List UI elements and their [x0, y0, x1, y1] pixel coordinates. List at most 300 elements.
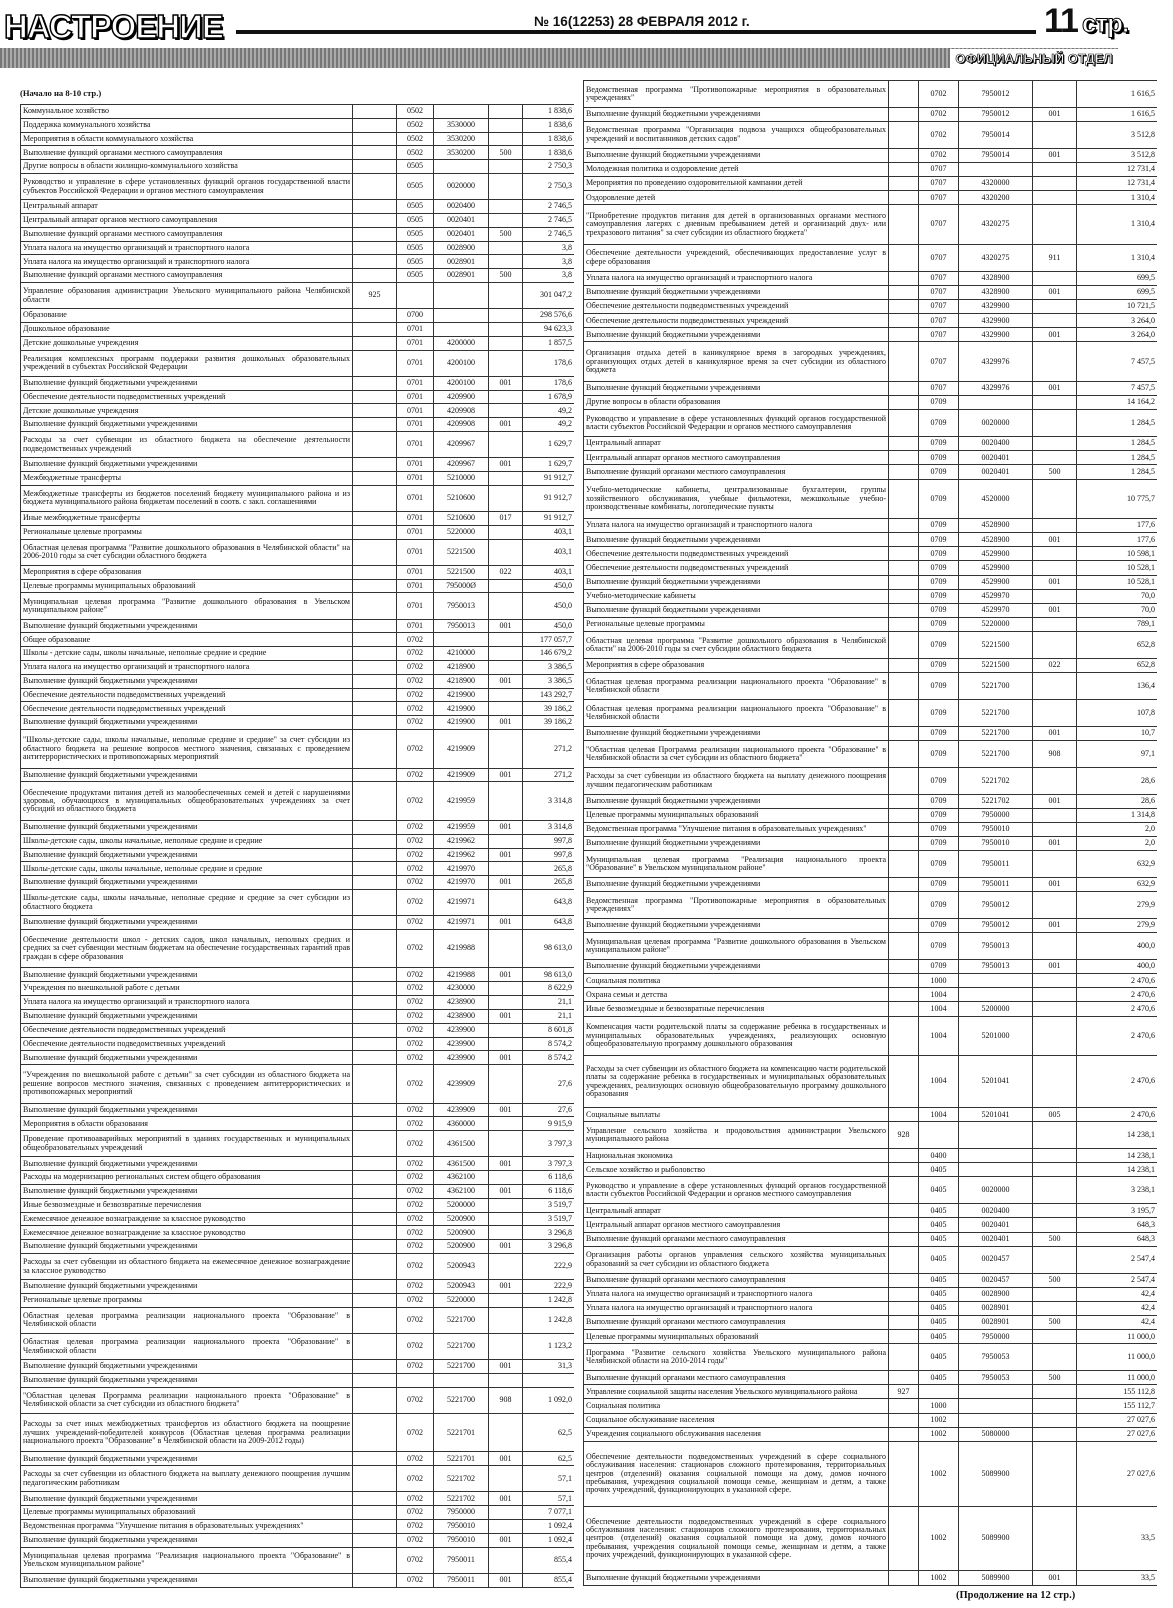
row-dept-code	[889, 575, 919, 589]
row-name: Уплата налога на имущество организаций и транспортного налога	[21, 255, 353, 269]
row-section-code: 0707	[919, 162, 959, 176]
row-dept-code	[353, 1185, 397, 1199]
row-amount: 222,9	[523, 1280, 575, 1294]
row-expense-type	[1033, 673, 1077, 700]
table-row	[584, 1316, 1158, 1330]
continued-note: (Продолжение на 12 стр.)	[956, 1590, 1076, 1601]
row-target-code: 4362100	[434, 1171, 489, 1185]
row-expense-type	[489, 350, 523, 376]
row-target-code: 7950010	[959, 837, 1033, 851]
row-amount: 1 838,6	[523, 132, 575, 146]
row-amount: 648,3	[1077, 1232, 1158, 1246]
row-amount: 2 547,4	[1077, 1273, 1158, 1287]
row-section-code: 0707	[919, 328, 959, 342]
row-section-code: 0505	[397, 241, 434, 255]
table-row	[584, 933, 1158, 960]
row-dept-code	[353, 782, 397, 821]
row-target-code: 4219962	[434, 848, 489, 862]
table-row	[21, 1360, 575, 1374]
row-section-code: 0709	[919, 561, 959, 575]
row-target-code: 5221500	[959, 659, 1033, 673]
table-row	[21, 782, 575, 821]
row-name: Региональные целевые программы	[21, 525, 353, 539]
row-name: Общее образование	[21, 633, 353, 647]
row-dept-code	[889, 741, 919, 768]
row-amount: 3 264,0	[1077, 328, 1158, 342]
row-name: Выполнение функций бюджетными учреждениями	[21, 1374, 353, 1388]
row-dept-code	[889, 1506, 919, 1571]
row-dept-code	[353, 336, 397, 350]
row-dept-code	[889, 1316, 919, 1330]
table-row	[21, 132, 575, 146]
table-row	[584, 1149, 1158, 1163]
row-target-code: 5200943	[434, 1280, 489, 1294]
row-name: Центральный аппарат органов местного самоуправления	[584, 451, 889, 465]
row-dept-code	[889, 314, 919, 328]
row-target-code: 5080000	[959, 1427, 1033, 1441]
row-expense-type	[1033, 437, 1077, 451]
table-row	[584, 1287, 1158, 1301]
row-section-code: 0709	[919, 851, 959, 878]
row-amount: 2 746,5	[523, 200, 575, 214]
row-dept-code	[353, 485, 397, 511]
row-dept-code	[889, 726, 919, 740]
row-dept-code	[889, 1273, 919, 1287]
row-section-code: 0701	[397, 350, 434, 376]
row-amount: 177,6	[1077, 519, 1158, 533]
row-expense-type	[1033, 561, 1077, 575]
row-name: Выполнение функций бюджетными учреждениями	[21, 458, 353, 472]
row-amount: 7 457,5	[1077, 342, 1158, 381]
row-expense-type	[489, 1466, 523, 1492]
row-name: Выполнение функций органами местного самоуправления	[584, 1273, 889, 1287]
row-name: Учреждения социального обслуживания населения	[584, 1427, 889, 1441]
row-section-code: 0709	[919, 822, 959, 836]
row-section-code: 0701	[397, 525, 434, 539]
row-name: Управление социальной защиты населения Увельского муниципального района	[584, 1385, 889, 1399]
row-amount: 3 314,8	[523, 820, 575, 834]
row-name: Выполнение функций бюджетными учреждениями	[21, 876, 353, 890]
row-name: Мероприятия в сфере образования	[21, 565, 353, 579]
row-amount: 70,0	[1077, 589, 1158, 603]
table-row	[21, 1171, 575, 1185]
row-section-code: 0702	[397, 702, 434, 716]
table-row	[21, 227, 575, 241]
row-expense-type: 500	[1033, 1371, 1077, 1385]
row-target-code	[959, 1149, 1033, 1163]
table-row	[21, 916, 575, 930]
row-amount: 57,1	[523, 1466, 575, 1492]
row-target-code: 7950013	[434, 593, 489, 619]
row-target-code	[959, 1399, 1033, 1413]
table-row	[584, 700, 1158, 727]
row-section-code: 0702	[919, 121, 959, 148]
row-name: Обеспечение деятельности подведомственных учреждений	[21, 688, 353, 702]
row-dept-code	[889, 547, 919, 561]
row-dept-code	[889, 451, 919, 465]
row-amount: 997,8	[523, 848, 575, 862]
row-target-code: 7950011	[434, 1573, 489, 1587]
row-amount: 632,9	[1077, 878, 1158, 892]
table-row	[584, 1177, 1158, 1204]
row-name: Компенсация части родительской платы за содержание ребенка в государственных и муниципальных образовательных учреждениях, реализующих основную общеобразовательную программу дошкольного образования	[584, 1016, 889, 1055]
row-expense-type	[1033, 1399, 1077, 1413]
row-section-code: 0702	[397, 1294, 434, 1308]
row-expense-type	[489, 390, 523, 404]
row-target-code: 0028901	[434, 255, 489, 269]
row-target-code	[959, 1122, 1033, 1149]
row-amount: 1 838,6	[523, 105, 575, 119]
row-target-code: 4210000	[434, 647, 489, 661]
row-expense-type	[489, 200, 523, 214]
row-section-code: 0702	[397, 1360, 434, 1374]
row-dept-code	[889, 148, 919, 162]
table-row	[584, 1506, 1158, 1571]
row-target-code: 4320000	[959, 177, 1033, 191]
row-target-code: 4219971	[434, 889, 489, 915]
row-amount: 3 195,7	[1077, 1204, 1158, 1218]
row-expense-type	[1033, 822, 1077, 836]
row-expense-type	[489, 688, 523, 702]
row-expense-type	[489, 485, 523, 511]
row-target-code: 0020401	[434, 214, 489, 228]
row-target-code: 7950011	[959, 851, 1033, 878]
row-name: Выполнение функций органами местного самоуправления	[584, 1232, 889, 1246]
table-row	[21, 350, 575, 376]
row-target-code: 5210000	[434, 472, 489, 486]
row-section-code: 0502	[397, 105, 434, 119]
row-expense-type: 001	[489, 716, 523, 730]
row-amount: 49,2	[523, 418, 575, 432]
row-target-code: 4328900	[959, 285, 1033, 299]
masthead-rule	[236, 30, 1036, 34]
row-section-code: 0702	[397, 1533, 434, 1547]
row-section-code: 0701	[397, 579, 434, 593]
row-dept-code	[889, 1344, 919, 1371]
row-section-code: 0709	[919, 808, 959, 822]
row-section-code: 0702	[397, 688, 434, 702]
row-name: Муниципальная целевая программа "Реализация национального проекта "Образование" в Увельском муниципальном районе"	[21, 1547, 353, 1573]
row-amount: 2 470,6	[1077, 1056, 1158, 1108]
row-section-code: 1002	[919, 1427, 959, 1441]
row-expense-type	[489, 1226, 523, 1240]
row-expense-type	[489, 1307, 523, 1333]
row-name: Муниципальная целевая программа "Развитие дошкольного образования в Увельском муниципальном районе"	[584, 933, 889, 960]
row-amount: 42,4	[1077, 1287, 1158, 1301]
row-dept-code	[353, 1573, 397, 1587]
row-expense-type	[1033, 933, 1077, 960]
row-target-code: 4320275	[959, 205, 1033, 244]
row-name: Мероприятия в области образования	[21, 1117, 353, 1131]
row-expense-type: 001	[1033, 285, 1077, 299]
row-section-code: 0702	[397, 820, 434, 834]
row-amount: 94 623,3	[523, 323, 575, 337]
table-row	[584, 575, 1158, 589]
table-row	[584, 533, 1158, 547]
row-name: Центральный аппарат	[584, 437, 889, 451]
row-target-code: 0028901	[434, 269, 489, 283]
row-expense-type	[1033, 1385, 1077, 1399]
row-name: Выполнение функций бюджетными учреждениями	[584, 960, 889, 974]
row-target-code: 4209900	[434, 390, 489, 404]
row-expense-type: 001	[489, 848, 523, 862]
row-amount: 178,6	[523, 350, 575, 376]
row-target-code: 5221700	[959, 741, 1033, 768]
table-row	[21, 579, 575, 593]
row-section-code: 0701	[397, 432, 434, 458]
row-amount: 10 528,1	[1077, 575, 1158, 589]
table-row	[21, 174, 575, 200]
row-name: Руководство и управление в сфере установленных функций органов государственной власти субъектов Российской Федерации и органов местного самоуправления	[584, 1177, 889, 1204]
row-dept-code	[889, 673, 919, 700]
table-row	[584, 794, 1158, 808]
row-section-code: 0701	[397, 565, 434, 579]
row-amount: 10 721,5	[1077, 300, 1158, 314]
table-row	[584, 1246, 1158, 1273]
row-name: Мероприятия в области коммунального хозяйства	[21, 132, 353, 146]
row-amount: 10,7	[1077, 726, 1158, 740]
row-target-code: 4529970	[959, 589, 1033, 603]
row-amount: 699,5	[1077, 285, 1158, 299]
row-expense-type	[489, 982, 523, 996]
row-section-code: 0702	[397, 848, 434, 862]
row-section-code: 0405	[919, 1177, 959, 1204]
row-amount: 28,6	[1077, 767, 1158, 794]
row-dept-code	[353, 1413, 397, 1452]
row-name: Целевые программы муниципальных образований	[584, 1330, 889, 1344]
row-expense-type: 001	[489, 1103, 523, 1117]
row-dept-code	[353, 160, 397, 174]
row-target-code	[434, 1374, 489, 1388]
table-row	[21, 565, 575, 579]
row-dept-code	[889, 960, 919, 974]
row-name: Выполнение функций бюджетными учреждениями	[584, 1571, 889, 1586]
row-section-code: 0702	[397, 1157, 434, 1171]
row-dept-code	[353, 862, 397, 876]
table-row	[21, 929, 575, 968]
row-dept-code	[353, 174, 397, 200]
row-amount: 27,6	[523, 1065, 575, 1104]
row-expense-type	[1033, 892, 1077, 919]
row-name: Выполнение функций бюджетными учреждениями	[21, 968, 353, 982]
row-dept-code	[889, 1177, 919, 1204]
row-amount: 3 296,8	[523, 1240, 575, 1254]
row-section-code: 0702	[397, 862, 434, 876]
table-row	[21, 214, 575, 228]
page-number	[1044, 2, 1128, 41]
row-dept-code	[889, 1287, 919, 1301]
row-target-code: 4329976	[959, 381, 1033, 395]
row-target-code: 3530200	[434, 146, 489, 160]
row-dept-code	[353, 269, 397, 283]
row-amount: 1 284,5	[1077, 465, 1158, 479]
row-target-code: 0020457	[959, 1273, 1033, 1287]
row-expense-type: 001	[489, 619, 523, 633]
row-name: "Областная целевая Программа реализации национального проекта "Образование" в Челябинской области за счет субсидии из областного бюджета"	[21, 1387, 353, 1413]
table-row	[21, 688, 575, 702]
row-target-code: 4218900	[434, 674, 489, 688]
row-name: Областная целевая программа реализации национального проекта "Образование" в Челябинской области	[21, 1334, 353, 1360]
row-amount: 27 027,6	[1077, 1441, 1158, 1506]
row-dept-code	[889, 892, 919, 919]
row-section-code: 0405	[919, 1273, 959, 1287]
row-amount: 7 457,5	[1077, 381, 1158, 395]
row-target-code: 5221500	[959, 632, 1033, 659]
row-section-code: 0505	[397, 200, 434, 214]
row-expense-type	[489, 730, 523, 769]
row-amount: 2 750,3	[523, 174, 575, 200]
row-dept-code	[353, 132, 397, 146]
row-name: Организация работы органов управления сельского хозяйства муниципальных образований за счет субсидии из областного бюджета	[584, 1246, 889, 1273]
row-name: Выполнение функций бюджетными учреждениями	[21, 1280, 353, 1294]
row-amount: 1 092,0	[523, 1387, 575, 1413]
row-dept-code	[889, 1441, 919, 1506]
row-expense-type: 001	[489, 458, 523, 472]
row-dept-code	[889, 300, 919, 314]
row-dept-code	[353, 1374, 397, 1388]
row-target-code: 7950011	[434, 1547, 489, 1573]
row-name: Иные межбюджетные трансферты	[21, 512, 353, 526]
row-expense-type: 001	[1033, 328, 1077, 342]
table-row	[21, 834, 575, 848]
row-target-code: 5201041	[959, 1108, 1033, 1122]
row-dept-code	[353, 309, 397, 323]
row-dept-code	[353, 1157, 397, 1171]
row-name: Целевые программы муниципальных образований	[584, 808, 889, 822]
row-amount: 450,0	[523, 619, 575, 633]
row-dept-code	[353, 1103, 397, 1117]
row-expense-type	[1033, 191, 1077, 205]
row-name: Центральный аппарат органов местного самоуправления	[21, 214, 353, 228]
row-target-code: 5200000	[959, 1002, 1033, 1016]
row-dept-code	[889, 465, 919, 479]
row-section-code: 0701	[397, 539, 434, 565]
row-section-code: 1002	[919, 1506, 959, 1571]
row-target-code: 7950012	[959, 81, 1033, 108]
row-dept-code	[353, 1506, 397, 1520]
row-name: Обеспечение деятельности школ - детских садов, школ начальных, неполных средних и средних за счет субвенции местным бюджетам на обеспечение государственных гарантий прав граждан в сфере образования	[21, 929, 353, 968]
row-amount: 39 186,2	[523, 702, 575, 716]
row-dept-code	[889, 328, 919, 342]
table-row	[21, 702, 575, 716]
row-target-code: 3530200	[434, 132, 489, 146]
row-amount: 12 731,4	[1077, 162, 1158, 176]
row-name: Обеспечение деятельности подведомственных учреждений	[21, 1023, 353, 1037]
row-target-code	[434, 283, 489, 309]
row-name: Межбюджетные трансферты	[21, 472, 353, 486]
row-dept-code	[353, 929, 397, 968]
row-name: Расходы за счет иных межбюджетных трансфертов из областного бюджета на поощрение лучших учреждений-победителей конкурсов (Областная целевая программа реализации национального проекта "Образование" в Челябинской области на 2009-2012 годы)	[21, 1413, 353, 1452]
row-target-code: 4329976	[959, 342, 1033, 381]
row-target-code: 7950010	[434, 1533, 489, 1547]
row-section-code: 0405	[919, 1330, 959, 1344]
row-section-code	[397, 283, 434, 309]
row-amount: 8 601,8	[523, 1023, 575, 1037]
table-row	[584, 1122, 1158, 1149]
table-row	[21, 404, 575, 418]
row-amount: 62,5	[523, 1452, 575, 1466]
row-name: Охрана семьи и детства	[584, 988, 889, 1002]
row-section-code: 0709	[919, 575, 959, 589]
row-expense-type	[489, 1037, 523, 1051]
row-target-code: 5201000	[959, 1016, 1033, 1055]
row-name: Обеспечение деятельности подведомственных учреждений	[584, 300, 889, 314]
row-dept-code	[353, 1226, 397, 1240]
row-name: Выполнение функций бюджетными учреждениями	[584, 726, 889, 740]
row-target-code: 7950000	[434, 1506, 489, 1520]
row-target-code: 4329900	[959, 300, 1033, 314]
table-row	[21, 512, 575, 526]
row-dept-code	[353, 730, 397, 769]
row-section-code: 0702	[397, 1212, 434, 1226]
row-section-code: 0702	[397, 730, 434, 769]
row-amount: 8 622,9	[523, 982, 575, 996]
row-target-code: 7950012	[959, 107, 1033, 121]
table-row	[584, 892, 1158, 919]
row-dept-code	[889, 396, 919, 410]
row-amount: 1 678,9	[523, 390, 575, 404]
row-dept-code	[889, 381, 919, 395]
row-name: Мероприятия в сфере образования	[584, 659, 889, 673]
row-name: "Учреждения по внешкольной работе с детьми" за счет субсидии из областного бюджета на решение вопросов местного значения, связанных с проведением антитеррористических и противопожарных мероприятий	[21, 1065, 353, 1104]
row-section-code: 0709	[919, 410, 959, 437]
row-amount: 177,6	[1077, 533, 1158, 547]
row-name: Выполнение функций бюджетными учреждениями	[21, 1051, 353, 1065]
row-target-code: 5200900	[434, 1212, 489, 1226]
row-target-code: 5221701	[434, 1452, 489, 1466]
row-section-code: 1000	[919, 974, 959, 988]
row-expense-type	[1033, 1287, 1077, 1301]
row-dept-code	[889, 410, 919, 437]
row-dept-code	[353, 105, 397, 119]
row-expense-type: 908	[489, 1387, 523, 1413]
row-name: Организация отдыха детей в каникулярное время в загородных учреждениях, организующих отдых детей в каникулярное время за счет субсидии из областного бюджета	[584, 342, 889, 381]
row-section-code: 0701	[397, 619, 434, 633]
row-section-code: 0709	[919, 919, 959, 933]
row-expense-type	[489, 118, 523, 132]
row-dept-code	[353, 1360, 397, 1374]
row-section-code: 1002	[919, 1441, 959, 1506]
row-section-code	[919, 1122, 959, 1149]
table-row	[21, 200, 575, 214]
table-row	[584, 1232, 1158, 1246]
row-section-code: 0707	[919, 314, 959, 328]
row-dept-code	[353, 1037, 397, 1051]
row-amount: 3 512,8	[1077, 148, 1158, 162]
row-section-code: 0702	[397, 1103, 434, 1117]
row-expense-type	[489, 241, 523, 255]
row-expense-type	[489, 702, 523, 716]
row-section-code: 0702	[397, 1051, 434, 1065]
row-dept-code	[889, 1301, 919, 1315]
table-row	[584, 465, 1158, 479]
row-target-code: 4219959	[434, 782, 489, 821]
row-target-code: 7950013	[434, 619, 489, 633]
row-expense-type: 001	[489, 1280, 523, 1294]
table-row	[21, 1037, 575, 1051]
row-target-code: 0020401	[959, 465, 1033, 479]
row-section-code: 0709	[919, 767, 959, 794]
table-row	[21, 1065, 575, 1104]
row-amount: 10 528,1	[1077, 561, 1158, 575]
row-expense-type: 001	[1033, 726, 1077, 740]
row-expense-type	[1033, 271, 1077, 285]
row-amount: 1 310,4	[1077, 191, 1158, 205]
row-name: Обеспечение продуктами питания детей из малообеспеченных семей и детей с нарушениями здоровья, обучающихся в муниципальных общеобразовательных учреждениях за счет субсидий из областного бюджета	[21, 782, 353, 821]
table-row	[584, 271, 1158, 285]
row-target-code: 4239909	[434, 1103, 489, 1117]
row-dept-code	[889, 851, 919, 878]
